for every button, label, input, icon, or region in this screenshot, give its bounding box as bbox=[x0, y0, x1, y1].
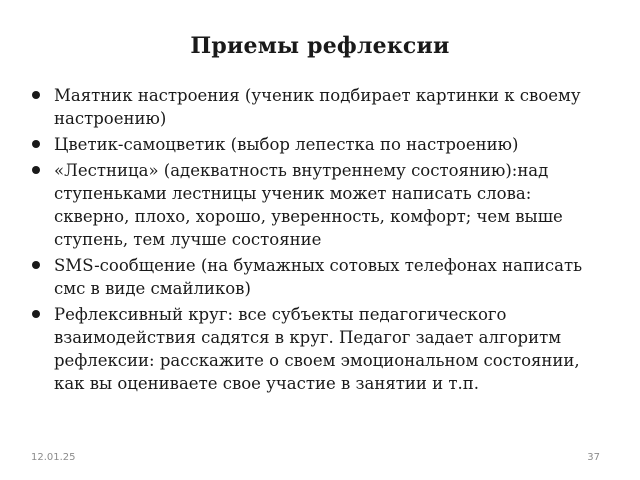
bullet-item bbox=[30, 84, 610, 130]
bullet-item bbox=[30, 254, 610, 300]
bullet-text: Рефлексивный круг: все субъекты педагогического взаимодействия садятся в круг. Педагог задает алгоритм рефлексии: расскажите о своем эмоциональном состоянии, как вы оцениваете свое участие в занятии и т.п. bbox=[54, 305, 580, 393]
bullet-list bbox=[30, 84, 610, 398]
bullet-icon bbox=[32, 91, 40, 99]
bullet-text: Цветик-самоцветик (выбор лепестка по настроению) bbox=[54, 135, 519, 154]
bullet-item bbox=[30, 133, 610, 156]
bullet-icon bbox=[32, 310, 40, 318]
bullet-icon bbox=[32, 261, 40, 269]
bullet-item bbox=[30, 159, 610, 251]
bullet-text: SMS-сообщение (на бумажных сотовых телефонах написать смс в виде смайликов) bbox=[54, 256, 583, 298]
bullet-item bbox=[30, 303, 610, 395]
bullet-text: «Лестница» (адекватность внутреннему состоянию):над ступеньками лестницы ученик может написать слова: скверно, плохо, хорошо, уверенность, комфорт; чем выше ступень, тем лучше состояние bbox=[54, 161, 563, 249]
bullet-icon bbox=[32, 166, 40, 174]
bullet-text: Маятник настроения (ученик подбирает картинки к своему настроению) bbox=[54, 86, 581, 128]
slide-title: Приемы рефлексии bbox=[190, 33, 450, 59]
bullet-icon bbox=[32, 140, 40, 148]
footer-date: 12.01.25 bbox=[31, 452, 76, 463]
page-number: 37 bbox=[587, 452, 600, 463]
